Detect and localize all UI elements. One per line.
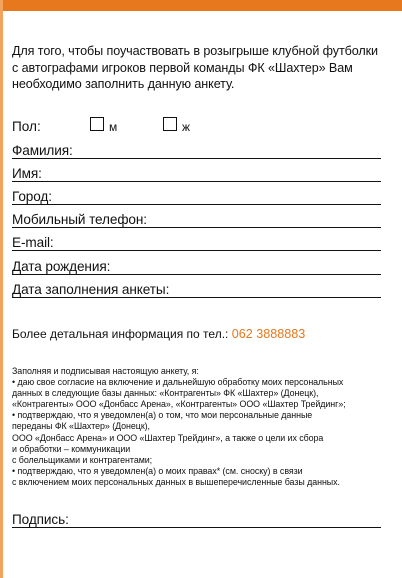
signature-field[interactable] [12,508,381,528]
signature-label: Подпись: [12,512,69,527]
city-label: Город: [12,189,52,204]
birth-date-field[interactable] [12,255,381,275]
consent-line: с болельщиками и контрагентами; [12,454,153,465]
consent-line: «Контрагенты» ООО «Донбасс Арена», «Контрагенты» ООО «Шахтер Трейдинг»; [12,399,346,410]
consent-line: • подтверждаю, что я уведомлен(а) о моих правах* (см. сноску) в связи [12,465,303,476]
consent-line: данных в следующие базы данных: «Контрагенты» ФК «Шахтер» (Донецк), [12,388,319,399]
intro-line: необходимо заполнить данную анкету. [12,77,235,92]
gender-row [12,117,382,137]
consent-line: ООО «Донбасс Арена» и ООО «Шахтер Трейдинг», а также о цели их сбора [12,432,324,443]
email-label: E-mail: [12,235,54,250]
mobile-phone-field[interactable] [12,208,381,228]
male-checkbox[interactable] [90,117,104,131]
female-option-label: ж [182,120,191,134]
consent-line: переданы ФК «Шахтер» (Донецк), [12,421,150,432]
intro-line: Для того, чтобы поучаствовать в розыгрыше клубной футболки [12,44,378,58]
female-checkbox[interactable] [163,117,177,131]
surname-field[interactable] [12,139,381,159]
intro-line: с автографами игроков первой команды ФК «Шахтер» Вам [12,60,353,75]
intro-text [12,43,397,93]
consent-line: с включением моих персональных данных в вышеперечисленные базы данных. [12,476,340,487]
surname-label: Фамилия: [12,143,73,158]
contact-phone: 062 3888883 [231,327,306,341]
email-field[interactable] [12,231,381,251]
consent-line: Заполняя и подписывая настоящую анкету, я: [12,366,199,376]
mobile-phone-label: Мобильный телефон: [12,212,147,227]
top-orange-border [0,0,402,14]
fill-date-label: Дата заполнения анкеты: [12,282,170,297]
consent-line: • подтверждаю, что я уведомлен(а) о том, что мои персональные данные [12,410,313,421]
birth-date-label: Дата рождения: [12,259,111,274]
male-option-label: м [109,120,118,134]
consent-line: и обработки – коммуникации [12,443,131,454]
name-label: Имя: [12,166,42,181]
consent-text [12,366,392,488]
contact-info-text: Более детальная информация по тел.: [12,327,232,341]
name-field[interactable] [12,162,381,182]
gender-label: Пол: [12,119,41,134]
fill-date-field[interactable] [12,278,381,298]
city-field[interactable] [12,185,381,205]
consent-line: • даю свое согласие на включение и дальнейшую обработку моих персональных [12,377,344,388]
left-orange-border [0,0,3,578]
contact-info [12,327,305,341]
